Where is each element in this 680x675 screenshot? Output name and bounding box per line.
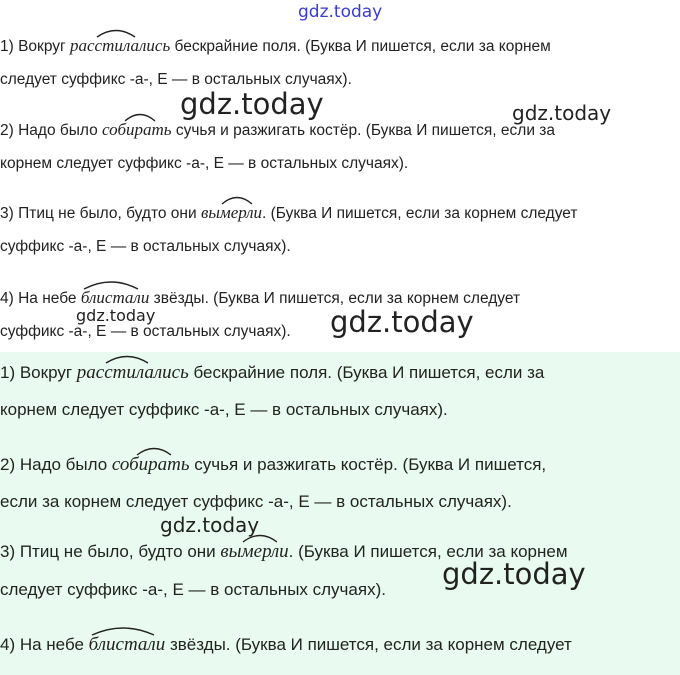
morpheme-word: вымерли: [220, 541, 288, 563]
sentence-3-line-2: следует суффикс -а-, Е — в остальных случаях).: [0, 580, 386, 599]
morpheme-word: блистали: [89, 634, 166, 656]
watermark: gdz.today: [160, 513, 260, 537]
watermark: gdz.today: [298, 2, 383, 22]
text: сучья и разжигать костёр. (Буква И пишется,: [189, 455, 547, 474]
answer-block-top: [0, 22, 680, 352]
morpheme-word: блистали: [81, 288, 149, 308]
text: звёзды. (Буква И пишется, если за корнем следует: [165, 635, 572, 654]
root-arc-icon: [221, 193, 253, 205]
text: . (Буква И пишется, если за корнем: [288, 542, 568, 561]
watermark: gdz.today: [180, 87, 324, 121]
text: 4) На небе: [0, 290, 81, 307]
sentence-1-line-1: [0, 362, 544, 384]
root-arc-icon: [83, 278, 139, 290]
watermark: gdz.today: [442, 557, 586, 591]
text: сучья и разжигать костёр. (Буква И пишется, если за: [171, 122, 556, 139]
text: 3) Птиц не было, будто они: [0, 205, 201, 222]
text: звёзды. (Буква И пишется, если за корнем следует: [149, 290, 521, 307]
text: 2) Надо было: [0, 455, 112, 474]
text: . (Буква И пишется, если за корнем следует: [262, 205, 578, 222]
root-arc-icon: [91, 624, 155, 636]
text: 1) Вокруг: [0, 38, 70, 55]
sentence-4-line-2: суффикс -а-, Е — в остальных случаях).: [0, 323, 291, 340]
text: 2) Надо было: [0, 122, 103, 139]
root-arc-icon: [124, 110, 156, 122]
sentence-3-line-2: суффикс -а-, Е — в остальных случаях).: [0, 238, 291, 255]
text: 1) Вокруг: [0, 363, 77, 382]
sentence-2-line-1: [0, 454, 546, 476]
root-arc-icon: [96, 26, 136, 38]
morpheme-word: собирать: [102, 120, 171, 140]
watermark: gdz.today: [512, 101, 612, 125]
sentence-2-line-2: если за корнем следует суффикс -а-, Е — в остальных случаях).: [0, 492, 512, 511]
root-arc-icon: [105, 352, 149, 364]
text: бескрайние поля. (Буква И пишется, если за корнем: [170, 38, 551, 55]
sentence-2-line-1: [0, 120, 555, 140]
watermark: gdz.today: [76, 306, 156, 325]
watermark: gdz.today: [330, 305, 474, 339]
morpheme-word: собирать: [112, 454, 190, 476]
sentence-1-line-2: корнем следует суффикс -а-, Е — в остальных случаях).: [0, 400, 448, 419]
root-arc-icon: [136, 444, 172, 456]
morpheme-word: вымерли: [201, 203, 262, 223]
text: 3) Птиц не было, будто они: [0, 542, 221, 561]
sentence-1-line-1: [0, 36, 551, 56]
text: 4) На небе: [0, 635, 89, 654]
morpheme-word: расстилались: [77, 362, 189, 384]
text: бескрайние поля. (Буква И пишется, если за: [188, 363, 545, 382]
sentence-2-line-2: корнем следует суффикс -а-, Е — в остальных случаях).: [0, 155, 409, 172]
sentence-1-line-2: следует суффикс -а-, Е — в остальных случаях).: [0, 71, 352, 88]
morpheme-word: расстилались: [70, 36, 170, 56]
sentence-3-line-1: [0, 203, 578, 223]
sentence-4-line-1: [0, 634, 572, 656]
answer-block-green: [0, 352, 680, 675]
